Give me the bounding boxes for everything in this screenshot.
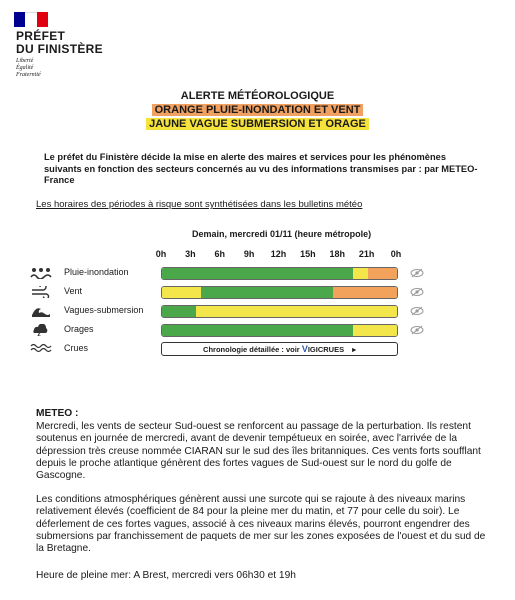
wave-submersion-icon xyxy=(30,305,52,317)
vigicrues-text: IGICRUES xyxy=(307,345,345,354)
bar-segment-green xyxy=(162,268,353,279)
hour-tick-label: 0h xyxy=(390,249,402,259)
row-label: Orages xyxy=(64,324,94,334)
flood-waves-icon xyxy=(30,343,52,353)
hour-tick-label: 6h xyxy=(214,249,225,259)
yellow-alert-line xyxy=(0,118,515,130)
horaires-note: Les horaires des périodes à risque sont synthétisées dans les bulletins météo xyxy=(36,199,363,210)
flag-blue xyxy=(14,12,25,27)
rain-flood-icon xyxy=(30,267,52,279)
bar-segment-green xyxy=(201,287,333,298)
republic-motto xyxy=(16,58,41,79)
bar-segment-yellow xyxy=(162,287,201,298)
bar-segment-green xyxy=(162,306,196,317)
eye-hidden-icon xyxy=(410,306,424,316)
bar-segment-green xyxy=(162,325,353,336)
intro-text: Le préfet du Finistère décide la mise en alerte des maires et services pour les phénomènes suivants en fonction des secteurs concernés au vu des informations transmises par : par METEO-France xyxy=(44,152,478,185)
chrono-prefix: Chronologie détaillée : voir xyxy=(203,345,300,354)
motto-liberte: Liberté xyxy=(16,58,34,64)
marianne-flag-logo xyxy=(14,12,48,27)
vigicrues-link[interactable] xyxy=(161,342,398,356)
row-label: Vent xyxy=(64,286,83,296)
hour-tick-label: 9h xyxy=(243,249,255,259)
vigilance-bar xyxy=(161,286,398,299)
bar-segment-yellow xyxy=(196,306,397,317)
prefecture-name xyxy=(16,30,103,56)
wind-icon xyxy=(30,286,52,298)
flag-white xyxy=(25,12,37,28)
row-label: Vagues-submersion xyxy=(64,305,144,315)
vigicrues-v: V xyxy=(301,344,308,354)
eye-hidden-icon xyxy=(410,287,424,297)
hour-tick-label: 12h xyxy=(270,249,287,259)
vigilance-bar xyxy=(161,305,398,318)
hour-tick-label: 18h xyxy=(329,249,345,259)
hour-tick-label: 3h xyxy=(185,249,196,259)
alert-title: ALERTE MÉTÉOROLOGIQUE xyxy=(180,90,335,102)
orange-alert-line xyxy=(0,104,515,116)
motto-fraternite: Fraternité xyxy=(16,72,41,78)
bar-segment-yellow xyxy=(353,325,397,336)
row-label: Pluie-inondation xyxy=(64,267,129,277)
meteo-heading: METEO : xyxy=(36,408,79,419)
vigilance-bar xyxy=(161,324,398,337)
table-title: Demain, mercredi 01/11 (heure métropole) xyxy=(192,229,372,239)
eye-hidden-icon xyxy=(410,268,424,278)
motto-egalite: Égalité xyxy=(16,65,34,71)
yellow-alert-text: JAUNE VAGUE SUBMERSION ET ORAGE xyxy=(146,118,369,130)
prefet-line-2: DU FINISTÈRE xyxy=(16,42,103,56)
meteo-paragraph-3: Heure de pleine mer: A Brest, mercredi vers 06h30 et 19h xyxy=(36,570,296,581)
eye-hidden-icon xyxy=(410,325,424,335)
prefet-line-1: PRÉFET xyxy=(16,29,66,43)
crues-label: Crues xyxy=(64,343,89,353)
hour-tick-label: 21h xyxy=(358,249,375,259)
meteo-paragraph-2: Les conditions atmosphériques génèrent aussi une surcote qui se rajoute à des niveaux marins relativement élevés (coefficient de 84 pour la pleine mer du matin, et 77 pour celle du soir). Le déferlement de ces fortes vagues, associé à ces niveaux marins élevés, pourront engendrer des submersions par franchissement de paquets de mer sur les zones exposées de l'ouest et du sud de la Bretagne. xyxy=(36,494,486,555)
flag-red xyxy=(37,12,48,27)
storm-icon xyxy=(30,324,52,336)
chevron-right-icon: ▸ xyxy=(352,345,356,354)
orange-alert-text: ORANGE PLUIE-INONDATION ET VENT xyxy=(152,104,364,116)
hour-tick-label: 0h xyxy=(155,249,167,259)
vigilance-bar xyxy=(161,267,398,280)
meteo-paragraph-1: Mercredi, les vents de secteur Sud-ouest se renforcent au passage de la perturbation. Ils restent soutenus en journée de mercredi, avant de devenir tempétueux en soirée, avec l'arrivée de la dépression très creuse nommée CIARAN sur le sud des îles britanniques. Ces vents forts soufflant depuis le proche atlantique génèrent des fortes vagues de Sud-ouest sur le nord du golfe de Gascogne. xyxy=(36,421,481,482)
bar-segment-yellow xyxy=(353,268,368,279)
bar-segment-orange xyxy=(368,268,397,279)
bar-segment-orange xyxy=(333,287,397,298)
hour-tick-label: 15h xyxy=(300,249,316,259)
